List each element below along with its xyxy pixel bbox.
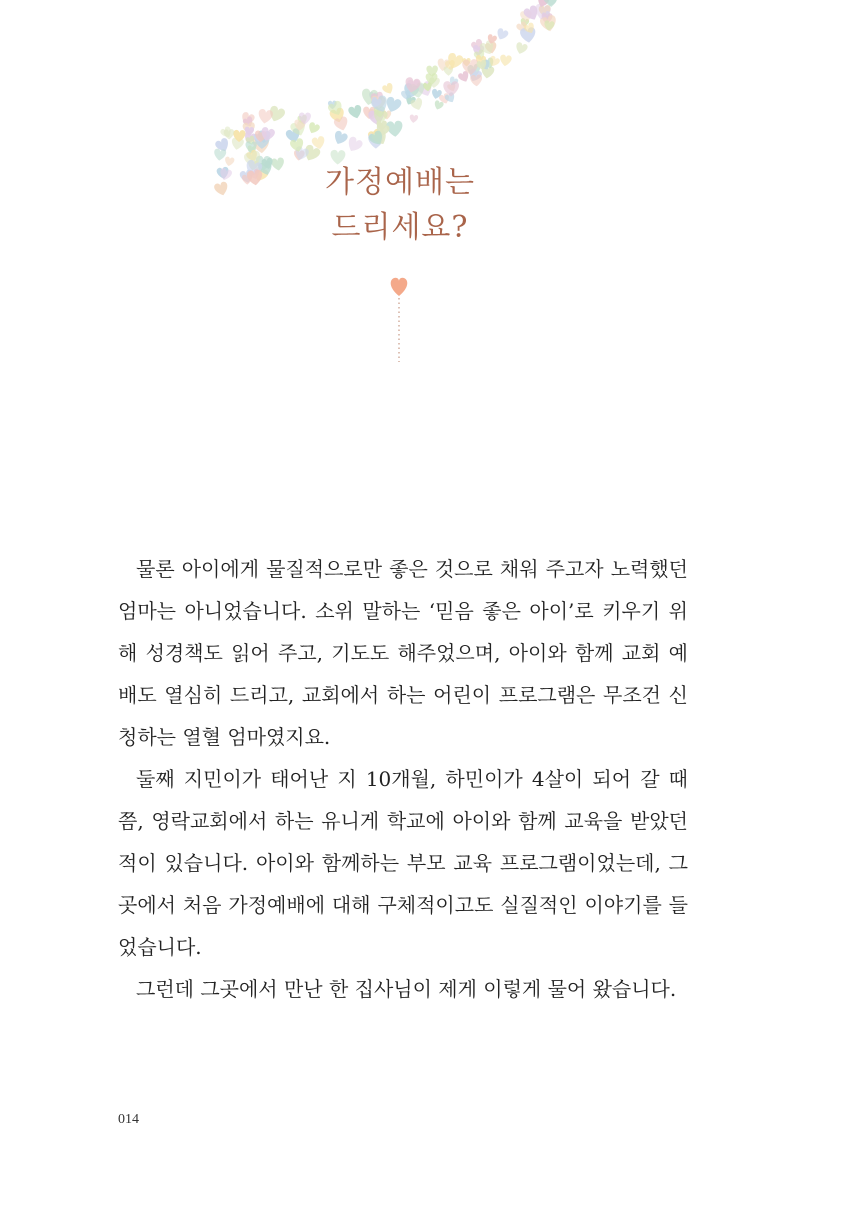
heart-icon [391,278,408,296]
chapter-title-line1: 가정예배는 [325,165,475,200]
paragraph-3: 그런데 그곳에서 만난 한 집사님이 제게 이렇게 물어 왔습니다. [136,977,677,1001]
chapter-title-line2: 드리세요? [331,210,469,245]
paragraph-1: 물론 아이에게 물질적으로만 좋은 것으로 채워 주고자 노력했던 엄마는 아니었습니다. 소위 말하는 ‘믿음 좋은 아이’로 키우기 위해 성경책도 읽어 주고, 기도도 해주었으며, 아이와 함께 교회 예배도 열심히 드리고, 교회에서 하는 어린이 프로그램은 무조건 신청하는 열혈 엄마였지요. [118,557,688,749]
paragraph-2: 둘째 지민이가 태어난 지 10개월, 하민이가 4살이 되어 갈 때 쯤, 영락교회에서 하는 유니게 학교에 아이와 함께 교육을 받았던 적이 있습니다. 아이와 함께하는 부모 교육 프로그램이었는데, 그곳에서 처음 가정예배에 대해 구체적이고도 실질적인 이야기를 들었습니다. [118,767,688,959]
page-number: 014 [118,1112,139,1127]
heart-divider [387,274,411,364]
body-text [118,548,688,1010]
